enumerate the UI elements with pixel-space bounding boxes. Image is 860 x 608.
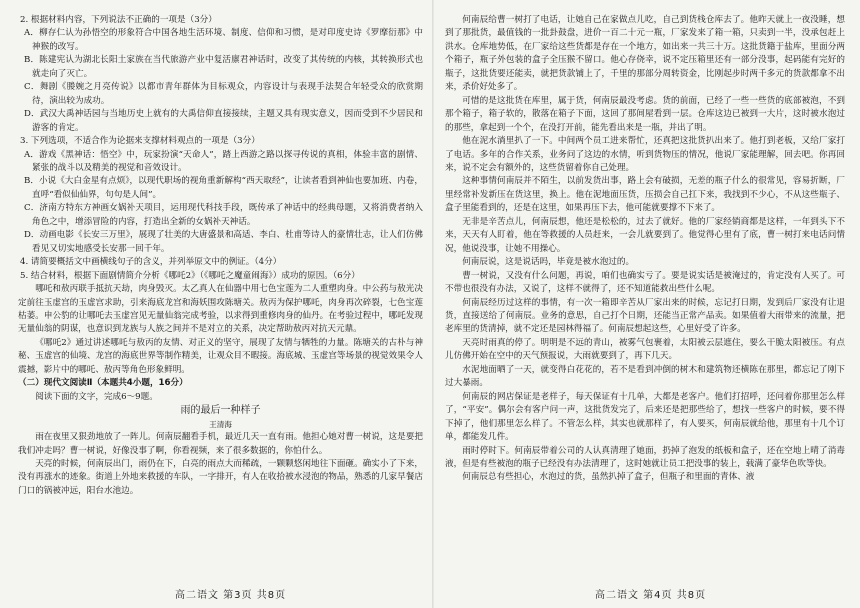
story-paragraph: 曹一树说，又没有什么问题，再说，咱们也确实亏了。要是说实话是被淹过的，肯定没有人买了。可不带也很没有办法，又说了，这样不就得了，还不知道能救出些什么呢。 xyxy=(445,270,845,295)
question-5: 5. 结合材料，根据下面剧情简介分析《哪吒2》（《哪吒之魔童闹海》）成功的原因。（6分） xyxy=(20,270,360,281)
option-b: B．陈建宪认为湖北长阳土家族在当代旅游产业中复活廪君神话时，改变了其传统的内核，其转换形式也就走向了灭亡。 xyxy=(24,55,423,79)
page-3-text xyxy=(18,14,423,574)
film-analysis: 《哪吒2》通过讲述哪吒与敖丙的友情、对正义的坚守，展现了友情与牺牲的力量。陈塘关的古朴与神秘、玉虚宫的仙境、龙宫的海底世界等制作精美，让观众目不暇接。海底城、玉虚宫等场景的视觉效果令人震撼，影片中的哪吒、敖丙等角色形象鲜明。 xyxy=(18,337,423,375)
page-footer-left: 高二语文 第3页 共8页 xyxy=(175,590,287,601)
option-d: D．武汉大禹神话园与当地历史上就有的大禹信仰直接接续，主题又具有现实意义，因而受到不少居民和游客的肯定。 xyxy=(24,109,423,133)
story-paragraph: 雨时停时下。何南辰带着公司的人认真清理了她面，扔掉了泡发的纸板和盒子，还在空地上晴了消毒液，但是有些被泡的瓶子已经没有办法清理了，这时她就让员工把没事的装上，载满了豪华色吹等快。 xyxy=(445,445,845,469)
question-2: 2. 根据材料内容，下列说法不正确的一项是（3分） xyxy=(20,15,217,25)
story-paragraph: 天亮时雨真的停了。明明是不远的青山，被雾气包裹着，太阳被云层遮住，要么干脆太阳被压。有点儿仿佛开始在空中的天气预报说，大雨就要到了，再下几天。 xyxy=(445,337,845,362)
story-paragraph: 他在泥水淌里扒了一下。中间两个员工进来帮忙，还真把这批货扒出来了。他打到老板，又给厂家打了电话。多年的合作关系，业务问了这边的水情，听到货物压的情况，他说厂家能理解，回去吧。你再回来，说不定会有额外的，这些货留着你自己处理。 xyxy=(445,136,845,173)
story-paragraph: 何南辰给曹一树打了电话，让她自己在家做点儿吃，自己到货栈仓库去了。他昨天就上一夜没睡，想到了那批货，最值钱的一批卦鼓盘，进价一百二十元一瓶，厂家发来了箱一箱，只卖到一半，没承包赶上洪水。仓库地势低，在厂家给这些货都是存在一个地方，如出来一共三十万。这批货籍于盐库，里面分两个箱子，瓶子外包装的盒子全压猴不留口。他心存侥幸，说不定压箱里还有一部分没事，起码能有完好的瓶子，这批货要还能卖，就把货款铺上了，千里的那部分周转资金，比刚起步时两千多元的货款都拿不出来，杀价好处多了。 xyxy=(445,15,845,93)
plot-summary: 哪吒和敖丙联手抵抗天劫，肉身毁灭。太乙真人在仙器中用七色宝莲为二人重塑肉身。中公药与敖光决定前往玉虚宫的玉虚宫求助，引来海底龙宫和海妖围攻陈塘关。敖丙为保护哪吒，肉身再次碎裂，七色宝莲枯萎。申公豹的让哪吒去玉虚宫见无量仙翁完成考验，以求得到重修肉身的仙丹。在考验过程中，哪吒发现无量仙翁的阴谋，也意识到龙族与人族之间并不是对立的关系，决定帮助敖丙对抗天元鼎。 xyxy=(18,284,423,335)
story-author: 王清海 xyxy=(209,419,232,429)
option-a: A．柳存仁认为孙悟空的形象符合中国各地生活环境、制度、信仰和习惯，是对印度史诗《罗摩衍那》中神猴的改写。 xyxy=(24,28,423,52)
story-paragraph: 水泥地面晒了一天，就变得白花花的，若不是看到冲倒的树木和建筑物还横陈在那里，都忘记了刚下过大暴雨。 xyxy=(445,364,845,389)
story-paragraph: 何南辰的网店保证是老样子，每天保证有十几单，大都是老客户。他们打招呼，还问着你那里怎么样了，“平安”。偶尔会有客户问一声，这批货发完了，后来还是把那些给了，想找一些客户的时候，要不得下掉了，他们那里怎么样了。不管怎么样，其实也就那样了，有人要买，何南辰就给他，那里有十几个订单，都能发几件。 xyxy=(445,391,845,443)
reading-instruction: 阅读下面的文字，完成6～9题。 xyxy=(35,391,158,402)
story-paragraph: 何南辰总有些担心，水泡过的货，虽然扒掉了盒子，但瓶子和里面的青体、液 xyxy=(462,472,755,483)
option-c: C．舞剧《媵婉之月亮传说》以都市青年群体为目标观众，内容设计与表现手法契合年轻受众的欣赏期待，演出较为成功。 xyxy=(24,82,423,106)
page-footer-right: 高二语文 第4页 共8页 xyxy=(595,590,707,601)
story-paragraph: 无非是辛苦点儿，何南辰想，他还是松松的，过去了就好。他的厂家经销商都是这样，一年到头下不来，天天有人盯着，他在等救援的人员赶来，一会儿就要到了。他觉得心里有了底，曹一树打来电话问情况，他说没事，让她不用操心。 xyxy=(445,216,845,254)
question-4: 4. 请简要概括文中画横线句子的含义，并列举原文中的例证。（4分） xyxy=(20,257,282,268)
story-title: 雨的最后一种样子 xyxy=(180,405,261,417)
page-fold-divider xyxy=(432,0,434,608)
question-3: 3. 下列选项，不适合作为论据来支撑材料观点的一项是（3分） xyxy=(20,136,260,147)
story-paragraph: 何南辰经历过这样的事情，有一次一箱即辛苦从厂家出来的时候，忘记打日期，发到后厂家没有让退货，直接送给了何南辰。业务的意思，自己打个日期，还能当正常产品卖。如果值着大雨带来的流量，把老库里的货清掉，就不定还是园林得福了。何南辰想起这些，心里好受了许多。 xyxy=(445,297,845,335)
story-paragraph: 何南辰说，这是说话吗，毕竟是被水泡过的。 xyxy=(462,257,635,268)
story-paragraph: 这种事情何南辰并不陌生，以前发货出事，路上会有破损，无差的瓶子什么的很常见，容易折断，厂里经常补发新压在货这里，换上。他在泥地面压货，压损会自己扛下来，我找到不少心，不从这些瓶子、盒子里能看到的，还是在这里，如果再压下去，他可能就要撑不下来了。 xyxy=(445,176,845,214)
section-heading: （二）现代文阅读Ⅱ（本题共4小题，16分） xyxy=(18,378,188,389)
story-paragraph: 雨在夜里又狠劲地放了一阵儿。何南辰翻看手机，最近几天一直有雨。他担心她对曹一树说，这是要把我们冲走吗？曹一树说，好像没事了啊，你看视频，来了很多数据的，你怕什么。 xyxy=(18,432,423,456)
option-c: C．济南方特东方神画女娲补天项目，运用现代科技手段，既传承了神话中的经典母题，又将消费者纳入角色之中，增添冒险的内容，打造出全新的女娲补天神话。 xyxy=(24,203,423,227)
story-paragraph: 可惜的是这批货在库里，属于货，何南辰最没考虑。货的前面，已经了一些一些货的底部被泡，不到那个箱子，箱子软的，散落在箱子下面，这回了那间屋看到一层。仓库这边已被到一大片，这时被水泡过的那些，拿起到一个个，在没打开前，能先看出来是一瓶，并出了明。 xyxy=(445,95,845,133)
story-paragraph: 天亮的时候，何南辰出门，雨仍在下，白亮的雨点大而稀疏，一颗颗悠闲地往下面砸。确实小了下来，没有再涨水的迹象。街道上外地来救援的车队，一字排开，有人在收拾被水浸泡的物品，熟悉的几家早餐店门口的锅被冲远，阳台水池边。 xyxy=(18,458,423,496)
option-d: D．动画电影《长安三万里》，展现了壮美的大唐盛景和高适、李白、杜甫等诗人的豪情壮志，让人们仿佛看见又切实地感受长安那一回千年。 xyxy=(24,230,423,254)
option-b: B．小说《大白金星有点烦》，以现代职场的视角重新解构“西天取经”，让读者看到神仙也要加班、内卷，直呼“看似仙仙界，句句是人间”。 xyxy=(24,176,423,200)
page-4-text xyxy=(445,14,845,574)
option-a: A．游戏《黑神话：悟空》中，玩家扮演“天命人”，踏上西游之路以探寻传说的真相，体验丰富的剧情、紧张的战斗以及精美的视觉和音效设计。 xyxy=(24,149,423,173)
